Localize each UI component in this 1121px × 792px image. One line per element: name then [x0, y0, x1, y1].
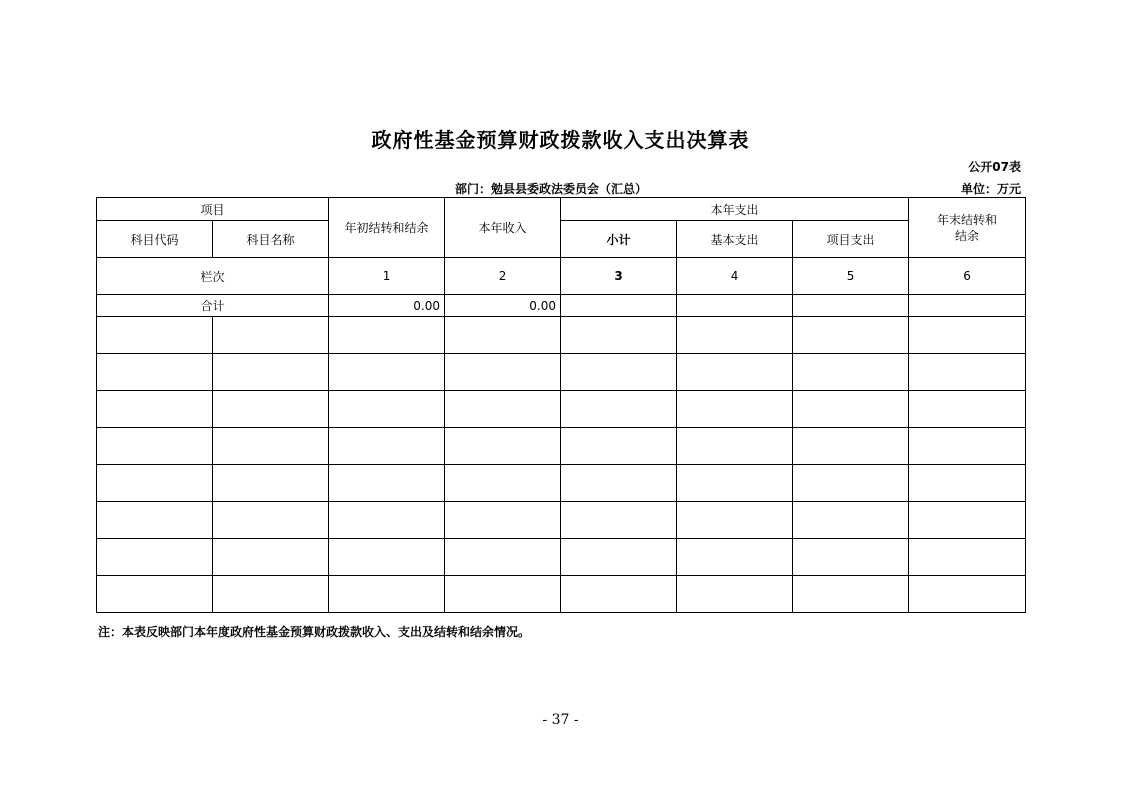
table-row — [97, 428, 1026, 465]
unit-label: 单位：万元 — [960, 182, 1021, 196]
column-number-5: 5 — [793, 258, 909, 295]
table-row — [97, 391, 1026, 428]
column-number-label: 栏次 — [97, 258, 329, 295]
total-subtotal — [561, 295, 677, 317]
header-end-balance — [909, 198, 1026, 258]
header-item: 项目 — [97, 198, 329, 221]
page-number: - 37 - — [542, 712, 579, 728]
header-current-expense: 本年支出 — [561, 198, 909, 221]
header-subject-code: 科目代码 — [97, 221, 213, 258]
header-subtotal: 小计 — [561, 221, 677, 258]
total-end-balance — [909, 295, 1026, 317]
document-title: 政府性基金预算财政拨款收入支出决算表 — [371, 128, 750, 152]
column-number-3: 3 — [561, 258, 677, 295]
table-row — [97, 465, 1026, 502]
table-row — [97, 317, 1026, 354]
column-number-2: 2 — [445, 258, 561, 295]
table-row — [97, 576, 1026, 613]
table-row — [97, 502, 1026, 539]
header-project-expense: 项目支出 — [793, 221, 909, 258]
table-row — [97, 354, 1026, 391]
total-basic-expense — [677, 295, 793, 317]
header-current-income: 本年收入 — [445, 198, 561, 258]
budget-table — [96, 197, 1026, 613]
column-number-6: 6 — [909, 258, 1026, 295]
column-number-row — [97, 258, 1026, 295]
footnote: 注：本表反映部门本年度政府性基金预算财政拨款收入、支出及结转和结余情况。 — [98, 625, 531, 639]
department-label: 部门：勉县县委政法委员会（汇总） — [455, 182, 648, 196]
column-number-4: 4 — [677, 258, 793, 295]
total-current-income: 0.00 — [445, 295, 561, 317]
header-basic-expense: 基本支出 — [677, 221, 793, 258]
header-row-2 — [97, 221, 1026, 258]
total-label: 合计 — [97, 295, 329, 317]
header-row-1 — [97, 198, 1026, 221]
table-row — [97, 539, 1026, 576]
total-begin-balance: 0.00 — [329, 295, 445, 317]
header-end-balance-text: 年末结转和结余 — [937, 212, 998, 243]
form-code: 公开07表 — [968, 160, 1021, 174]
header-subject-name: 科目名称 — [213, 221, 329, 258]
column-number-1: 1 — [329, 258, 445, 295]
total-project-expense — [793, 295, 909, 317]
total-row — [97, 295, 1026, 317]
header-begin-balance: 年初结转和结余 — [329, 198, 445, 258]
